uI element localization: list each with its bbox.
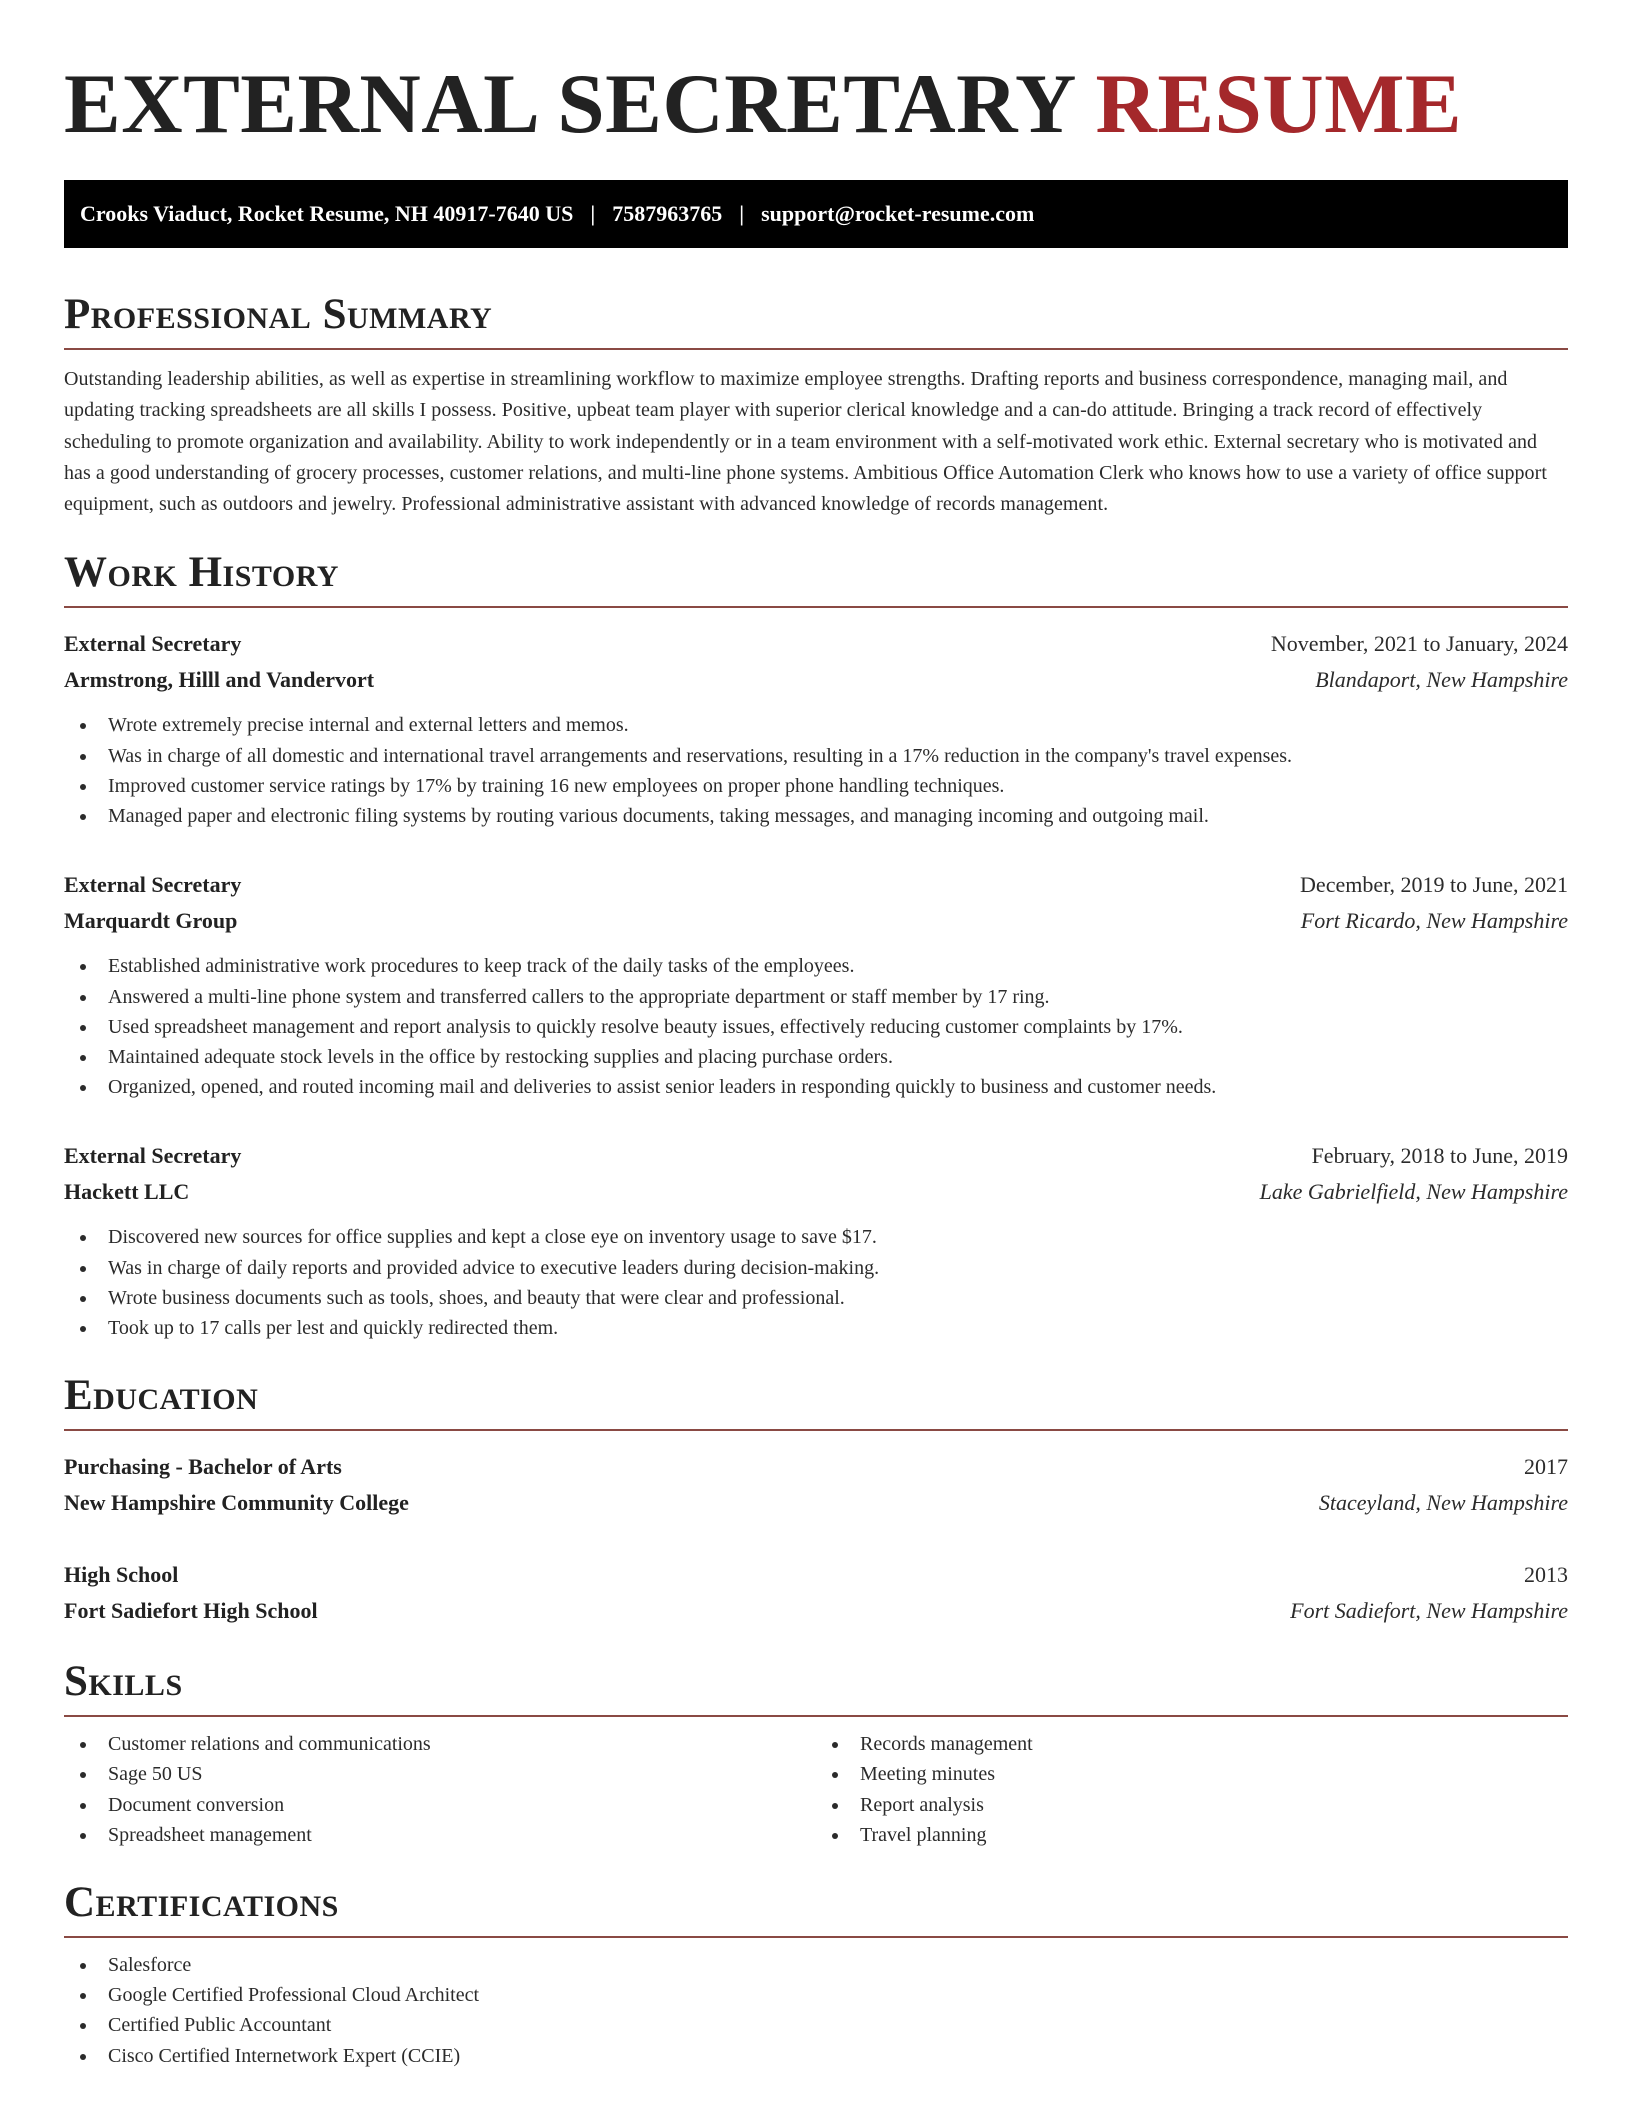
summary-section	[64, 290, 1568, 520]
job-entry	[64, 626, 1568, 831]
list-item: Was in charge of all domestic and international travel arrangements and reservations, resulting in a 17% reduction in the company's travel expenses.	[80, 741, 1568, 771]
contact-separator: |	[590, 201, 596, 226]
skill-item: Customer relations and communications	[80, 1729, 816, 1759]
contact-email[interactable]: support@rocket-resume.com	[761, 201, 1035, 226]
certification-item: Google Certified Professional Cloud Architect	[80, 1980, 1568, 2010]
skills-grid	[64, 1729, 1568, 1850]
certification-item: Cisco Certified Internetwork Expert (CCIE)	[80, 2041, 1568, 2071]
certification-item: Certified Public Accountant	[80, 2010, 1568, 2040]
education-section	[64, 1371, 1568, 1629]
list-item: Improved customer service ratings by 17% by training 16 new employees on proper phone handling techniques.	[80, 771, 1568, 801]
list-item: Organized, opened, and routed incoming mail and deliveries to assist senior leaders in responding quickly to business and customer needs.	[80, 1072, 1568, 1102]
list-item: Wrote extremely precise internal and external letters and memos.	[80, 710, 1568, 740]
job-location: Lake Gabrielfield, New Hampshire	[1259, 1179, 1568, 1205]
contact-phone: 7587963765	[612, 201, 723, 226]
education-year: 2013	[1524, 1562, 1568, 1588]
job-location: Blandaport, New Hampshire	[1315, 667, 1568, 693]
contact-bar	[64, 180, 1568, 248]
job-company: Marquardt Group	[64, 908, 238, 934]
list-item: Managed paper and electronic filing systems by routing various documents, taking messages, and managing incoming and outgoing mail.	[80, 801, 1568, 831]
education-degree: High School	[64, 1562, 179, 1588]
education-location: Staceyland, New Hampshire	[1318, 1490, 1568, 1516]
job-company: Armstrong, Hilll and Vandervort	[64, 667, 375, 693]
title-main: EXTERNAL SECRETARY	[64, 57, 1074, 151]
list-item: Used spreadsheet management and report analysis to quickly resolve beauty issues, effectively reducing customer complaints by 17%.	[80, 1012, 1568, 1042]
skill-item: Document conversion	[80, 1790, 816, 1820]
job-title: External Secretary	[64, 631, 242, 657]
list-item: Discovered new sources for office supplies and kept a close eye on inventory usage to save $17.	[80, 1222, 1568, 1252]
summary-text: Outstanding leadership abilities, as well as expertise in streamlining workflow to maximize employee strengths. Drafting reports and business correspondence, managing mail, and updating tracking spreadsheets are all skills I possess. Positive, upbeat team player with superior clerical knowledge and a can-do attitude. Bringing a track record of effectively scheduling to promote organization and availability. Ability to work independently or in a team environment with a self-motivated work ethic. External secretary who is motivated and has a good understanding of grocery processes, customer relations, and multi-line phone systems. Ambitious Office Automation Clerk who knows how to use a variety of office support equipment, such as outdoors and jewelry. Professional administrative assistant with advanced knowledge of records management.	[64, 368, 1547, 516]
list-item: Answered a multi-line phone system and transferred callers to the appropriate department or staff member by 17 ring.	[80, 982, 1568, 1012]
section-heading-work-history: Work History	[64, 548, 1568, 608]
job-bullets	[64, 1222, 1568, 1343]
contact-separator: |	[739, 201, 745, 226]
list-item: Wrote business documents such as tools, shoes, and beauty that were clear and professional.	[80, 1283, 1568, 1313]
job-entry	[64, 1138, 1568, 1343]
job-dates: February, 2018 to June, 2019	[1311, 1143, 1568, 1169]
skill-item: Spreadsheet management	[80, 1820, 816, 1850]
job-bullets	[64, 951, 1568, 1102]
list-item: Established administrative work procedures to keep track of the daily tasks of the employees.	[80, 951, 1568, 981]
section-heading-summary: Professional Summary	[64, 290, 1568, 350]
education-school: Fort Sadiefort High School	[64, 1598, 318, 1624]
job-dates: December, 2019 to June, 2021	[1300, 872, 1568, 898]
skill-item: Meeting minutes	[832, 1759, 1568, 1789]
job-title: External Secretary	[64, 872, 242, 898]
certifications-section	[64, 1878, 1568, 2071]
job-dates: November, 2021 to January, 2024	[1270, 631, 1568, 657]
education-school: New Hampshire Community College	[64, 1490, 409, 1516]
education-entry	[64, 1557, 1568, 1629]
job-entry	[64, 867, 1568, 1102]
list-item: Was in charge of daily reports and provided advice to executive leaders during decision-making.	[80, 1253, 1568, 1283]
job-bullets	[64, 710, 1568, 831]
skill-item: Sage 50 US	[80, 1759, 816, 1789]
skills-column-right	[816, 1729, 1568, 1850]
list-item: Maintained adequate stock levels in the office by restocking supplies and placing purchase orders.	[80, 1042, 1568, 1072]
education-entry	[64, 1449, 1568, 1521]
certifications-list	[64, 1950, 1568, 2071]
resume-title	[64, 0, 1568, 152]
skill-item: Report analysis	[832, 1790, 1568, 1820]
education-degree: Purchasing - Bachelor of Arts	[64, 1454, 342, 1480]
title-accent: RESUME	[1095, 57, 1463, 151]
certification-item: Salesforce	[80, 1950, 1568, 1980]
section-heading-skills: Skills	[64, 1657, 1568, 1717]
work-history-section	[64, 548, 1568, 1343]
skill-item: Records management	[832, 1729, 1568, 1759]
job-location: Fort Ricardo, New Hampshire	[1300, 908, 1568, 934]
education-location: Fort Sadiefort, New Hampshire	[1290, 1598, 1568, 1624]
list-item: Took up to 17 calls per lest and quickly redirected them.	[80, 1313, 1568, 1343]
education-year: 2017	[1524, 1454, 1568, 1480]
section-heading-certifications: Certifications	[64, 1878, 1568, 1938]
job-title: External Secretary	[64, 1143, 242, 1169]
job-company: Hackett LLC	[64, 1179, 190, 1205]
skills-section	[64, 1657, 1568, 1850]
section-heading-education: Education	[64, 1371, 1568, 1431]
skills-column-left	[64, 1729, 816, 1850]
contact-address: Crooks Viaduct, Rocket Resume, NH 40917-7640 US	[80, 201, 574, 226]
skill-item: Travel planning	[832, 1820, 1568, 1850]
